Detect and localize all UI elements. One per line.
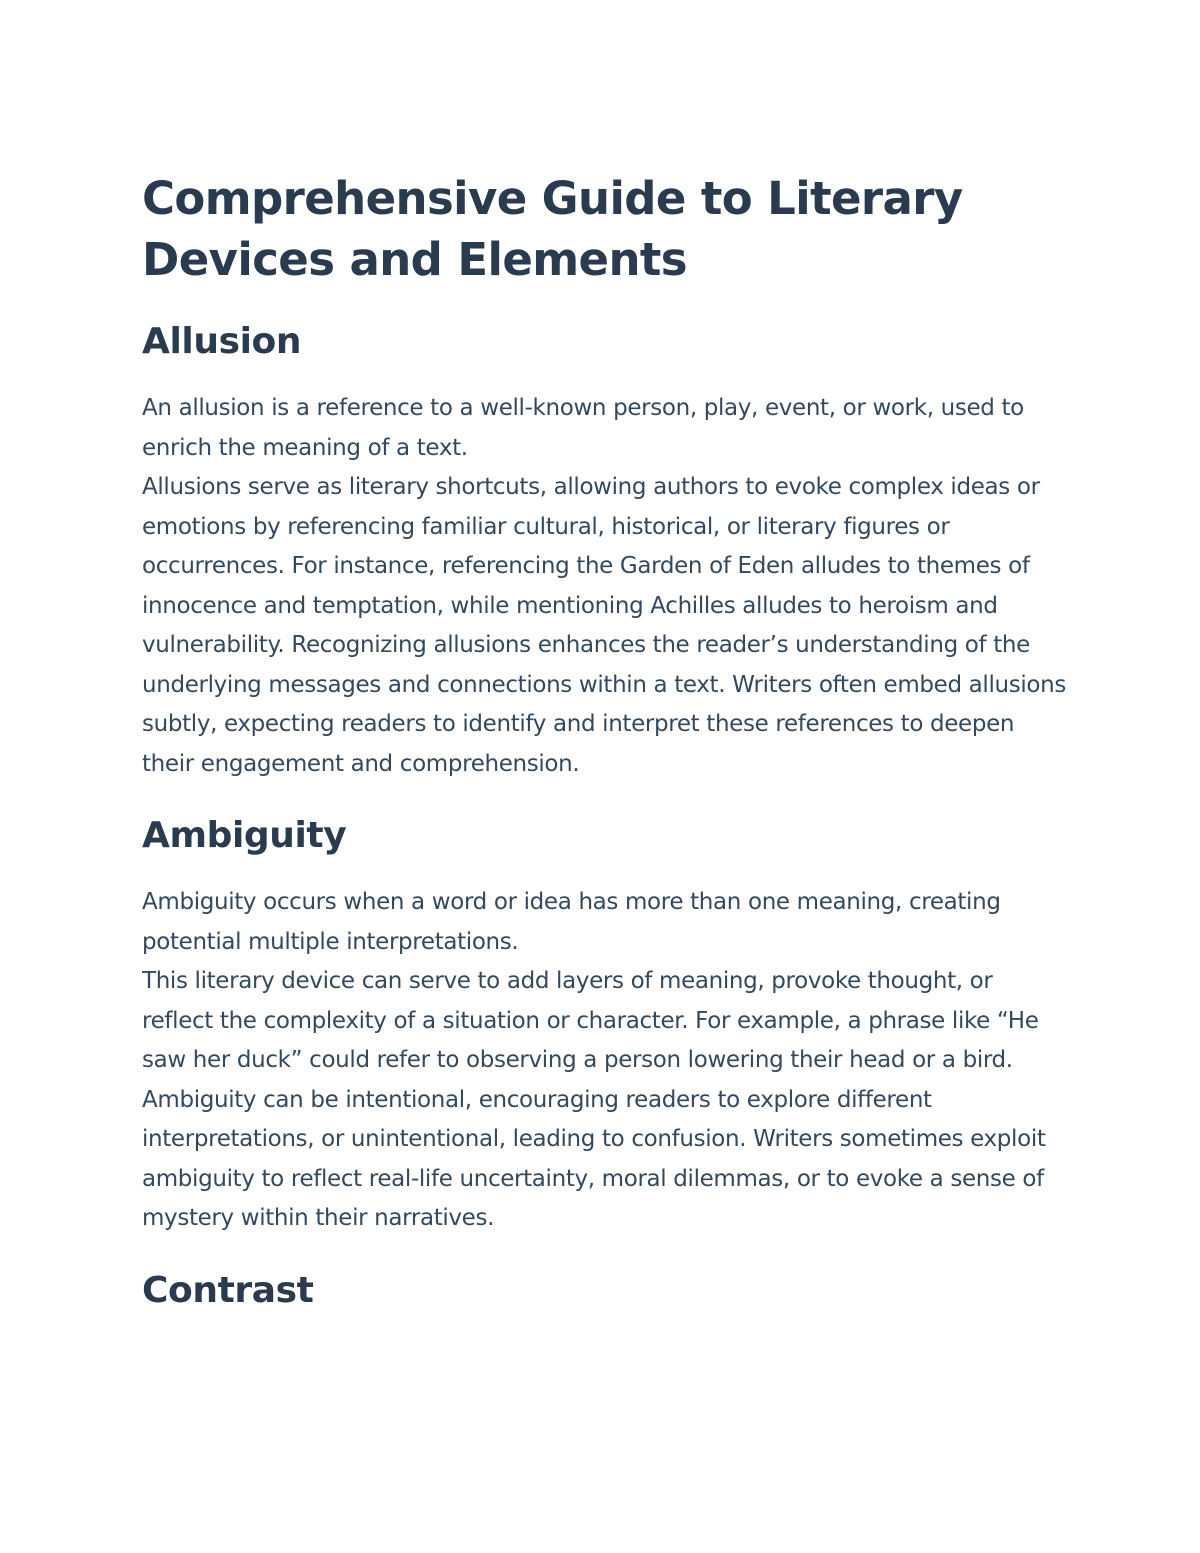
section-heading: Ambiguity — [142, 815, 347, 856]
section-contrast — [142, 1269, 1067, 1313]
section-heading: Allusion — [142, 321, 302, 362]
document-page — [142, 168, 1067, 1343]
section-summary: An allusion is a reference to a well-known person, play, event, or work, used to enrich the meaning of a text. — [142, 395, 1024, 461]
section-allusion — [142, 320, 1067, 784]
section-body: Allusions serve as literary shortcuts, allowing authors to evoke complex ideas or emotions by referencing familiar cultural, historical, or literary figures or occurrences. For instance, referencing the Garden of Eden alludes to themes of innocence and temptation, while mentioning Achilles alludes to heroism and vulnerability. Recognizing allusions enhances the reader’s understanding of the underlying messages and connections within a text. Writers often embed allusions subtly, expecting readers to identify and interpret these references to deepen their engagement and comprehension. — [142, 474, 1066, 777]
section-summary: Ambiguity occurs when a word or idea has more than one meaning, creating potential multiple interpretations. — [142, 889, 1001, 955]
section-ambiguity — [142, 814, 1067, 1239]
section-body: This literary device can serve to add layers of meaning, provoke thought, or reflect the complexity of a situation or character. For example, a phrase like “He saw her duck” could refer to observing a person lowering their head or a bird. Ambiguity can be intentional, encouraging readers to explore different interpretations, or unintentional, leading to confusion. Writers sometimes exploit ambiguity to reflect real-life uncertainty, moral dilemmas, or to evoke a sense of mystery within their narratives. — [142, 968, 1046, 1231]
page-title: Comprehensive Guide to Literary Devices and Elements — [142, 172, 963, 286]
section-heading: Contrast — [142, 1269, 314, 1311]
